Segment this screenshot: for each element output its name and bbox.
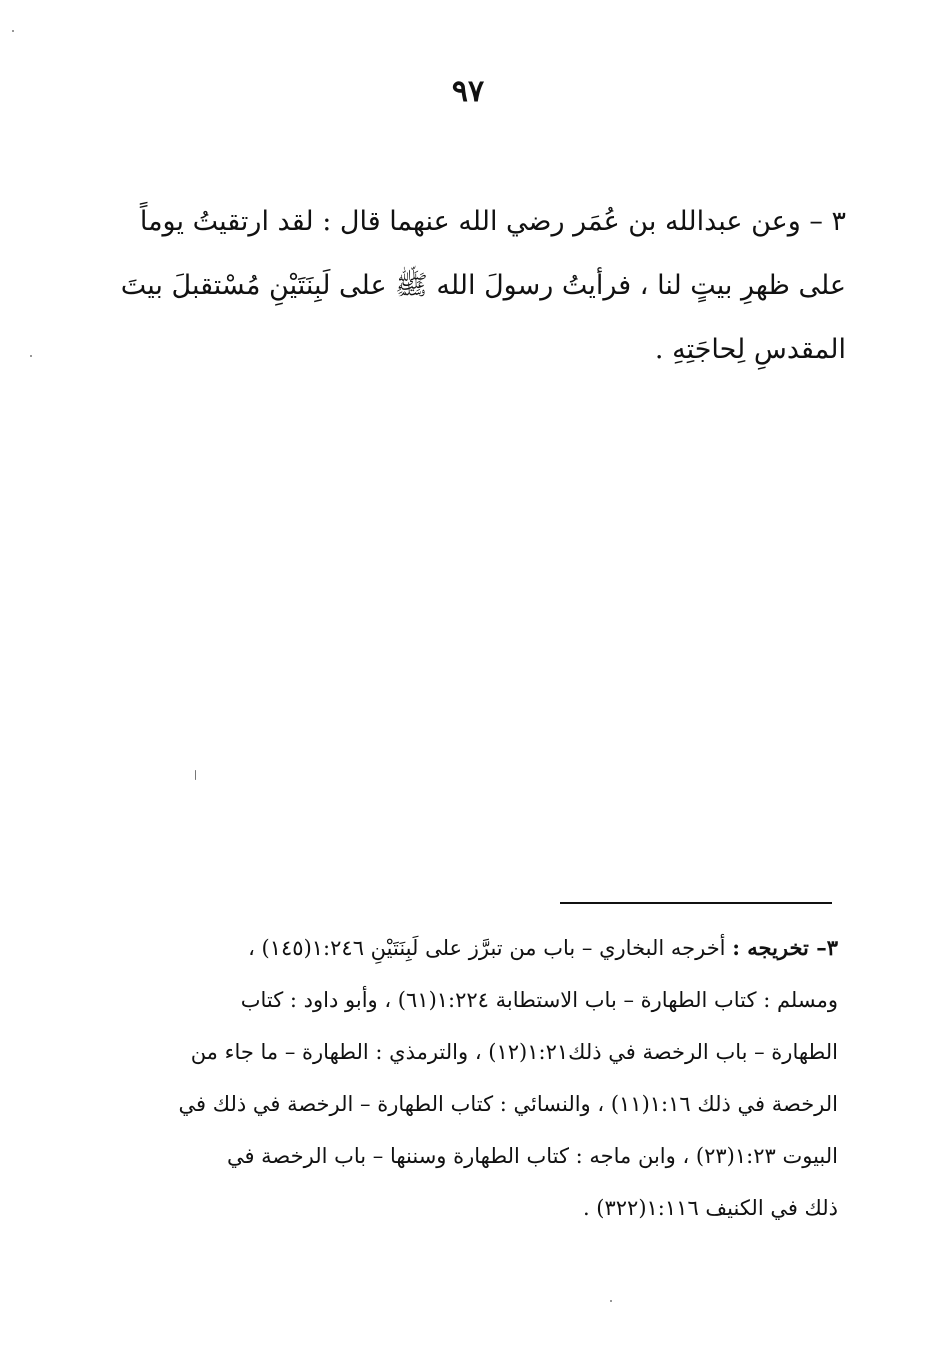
- footnote-line: ذلك في الكنيف ١:١١٦(٣٢٢) .: [582, 1196, 838, 1220]
- scan-speck: [610, 1300, 612, 1302]
- footnote-line: ومسلم : كتاب الطهارة – باب الاستطابة ١:٢٢٤(٦١) ، وأبو داود : كتاب: [240, 988, 838, 1012]
- footnote-label: ٣– تخريجه :: [732, 935, 838, 960]
- footnote: [110, 922, 838, 1234]
- scan-speck: [30, 355, 32, 357]
- hadith-line: ٣ – وعن عبدالله بن عُمَر رضي الله عنهما قال : لقد ارتقيتُ يوماً: [139, 206, 846, 237]
- footnote-line-text: أخرجه البخاري – باب من تبرَّز على لَبِنَتَيْنِ ١:٢٤٦(١٤٥) ،: [248, 936, 733, 960]
- page-number: ٩٧: [451, 74, 485, 109]
- hadith-line: على ظهرِ بيتٍ لنا ، فرأيتُ رسولَ الله ﷺ على لَبِنَتَيْنِ مُسْتقبلَ بيتَ: [120, 270, 846, 301]
- scan-speck: [12, 30, 14, 32]
- footnote-line: البيوت ١:٢٣(٢٣) ، وابن ماجه : كتاب الطهارة وسننها – باب الرخصة في: [226, 1144, 838, 1168]
- footnote-line: الرخصة في ذلك ١:١٦(١١) ، والنسائي : كتاب الطهارة – الرخصة في ذلك في: [178, 1092, 838, 1116]
- hadith-text: [110, 190, 846, 382]
- hadith-line: المقدسِ لِحاجَتِهِ .: [654, 334, 846, 365]
- footnote-line: [110, 922, 838, 974]
- footnote-line: الطهارة – باب الرخصة في ذلك١:٢١(١٢) ، والترمذي : الطهارة – ما جاء من: [190, 1040, 838, 1064]
- scan-speck: [195, 770, 196, 780]
- footnote-divider: [560, 902, 832, 904]
